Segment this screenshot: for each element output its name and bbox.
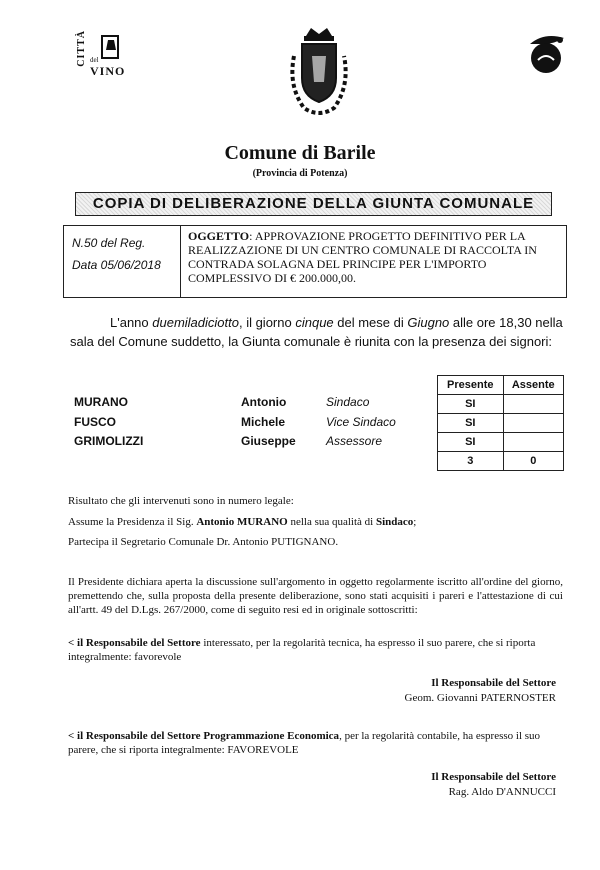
town-title: Comune di Barile <box>224 142 376 164</box>
citta-del-vino-logo <box>72 28 128 80</box>
absent-cell <box>503 414 563 433</box>
presidency-text: Assume la Presidenza il Sig. Antonio MURANO nella sua qualità di Sindaco; <box>68 516 417 528</box>
member-name: Michele <box>241 415 286 429</box>
member-name: Antonio <box>241 395 287 409</box>
totals-row <box>438 452 564 471</box>
wine-glass-icon <box>72 28 128 68</box>
total-absent: 0 <box>503 452 563 471</box>
secretary-text: Partecipa il Segretario Comunale Dr. Antonio PUTIGNANO. <box>68 536 339 548</box>
header-absent: Assente <box>503 376 563 395</box>
absent-cell <box>503 433 563 452</box>
present-cell: SI <box>438 433 504 452</box>
registry-box <box>63 225 567 298</box>
subject-body: : APPROVAZIONE PROGETTO DEFINITIVO PER LA REALIZZAZIONE DI UN CENTRO COMUNALE DI RACCOLTA IN CONTRADA SOLAGNA DEL PRINCIPE PER L'IMPORTO COMPLESSIVO DI € 200.000,00. <box>188 229 537 285</box>
member-surname: MURANO <box>74 395 128 409</box>
member-surname: FUSCO <box>74 415 116 429</box>
signature-title: Il Responsabile del Settore <box>431 771 556 783</box>
logo-vino-text: VINO <box>90 64 126 78</box>
header-present: Presente <box>438 376 504 395</box>
document-type-banner: COPIA DI DELIBERAZIONE DELLA GIUNTA COMUNALE <box>75 192 552 216</box>
member-role: Sindaco <box>326 395 370 409</box>
table-row <box>438 395 564 414</box>
member-role: Vice Sindaco <box>326 415 396 429</box>
present-cell: SI <box>438 395 504 414</box>
logo-citta-text: CITTÀ <box>76 30 87 67</box>
legal-number-text: Risultato che gli intervenuti sono in numero legale: <box>68 495 294 507</box>
logo-del-text: del <box>90 56 99 64</box>
present-cell: SI <box>438 414 504 433</box>
signature-block-accounting <box>300 770 556 800</box>
accounting-opinion: < il Responsabile del Settore Programmazione Economica, per la regolarità contabile, ha espresso il suo parere, che si riporta integralmente: FAVOREVOLE <box>68 730 541 756</box>
subject-text <box>188 229 560 285</box>
circular-emblem-icon <box>520 30 570 80</box>
table-row <box>438 433 564 452</box>
signature-block-technical <box>300 676 556 706</box>
province-subtitle: (Provincia di Potenza) <box>252 168 348 179</box>
signature-name: Rag. Aldo D'ANNUCCI <box>448 786 556 798</box>
absent-cell <box>503 395 563 414</box>
subject-label: OGGETTO <box>188 229 250 243</box>
member-role: Assessore <box>326 434 383 448</box>
member-name: Giuseppe <box>241 434 296 448</box>
discussion-paragraph: Il Presidente dichiara aperta la discussione sull'argomento in oggetto regolarmente iscritto all'ordine del giorno, premettendo che, sulla proposta della presente deliberazione, sono stati acquisiti i pareri e l'attestazione di cui all'artt. 49 del D.Lgs. 267/2000, come di seguito resi ed in originale sottoscritti: <box>68 576 563 616</box>
attendance-table <box>437 375 564 471</box>
total-present: 3 <box>438 452 504 471</box>
intro-paragraph: L'anno duemiladiciotto, il giorno cinque del mese di Giugno alle ore 18,30 nella sala del Comune suddetto, la Giunta comunale è riunita con la presenza dei signori: <box>70 315 563 349</box>
table-header-row <box>438 376 564 395</box>
coat-of-arms-icon <box>284 26 354 122</box>
signature-title: Il Responsabile del Settore <box>431 677 556 689</box>
table-row <box>438 414 564 433</box>
technical-opinion: < il Responsabile del Settore interessato, per la regolarità tecnica, ha espresso il suo parere, che si riporta integralmente: favorevole <box>68 637 536 663</box>
signature-name: Geom. Giovanni PATERNOSTER <box>404 692 556 704</box>
member-surname: GRIMOLIZZI <box>74 434 144 448</box>
registry-number: N.50 del Reg. <box>72 236 146 250</box>
registry-date: Data 05/06/2018 <box>72 258 161 272</box>
registry-info <box>64 226 181 297</box>
